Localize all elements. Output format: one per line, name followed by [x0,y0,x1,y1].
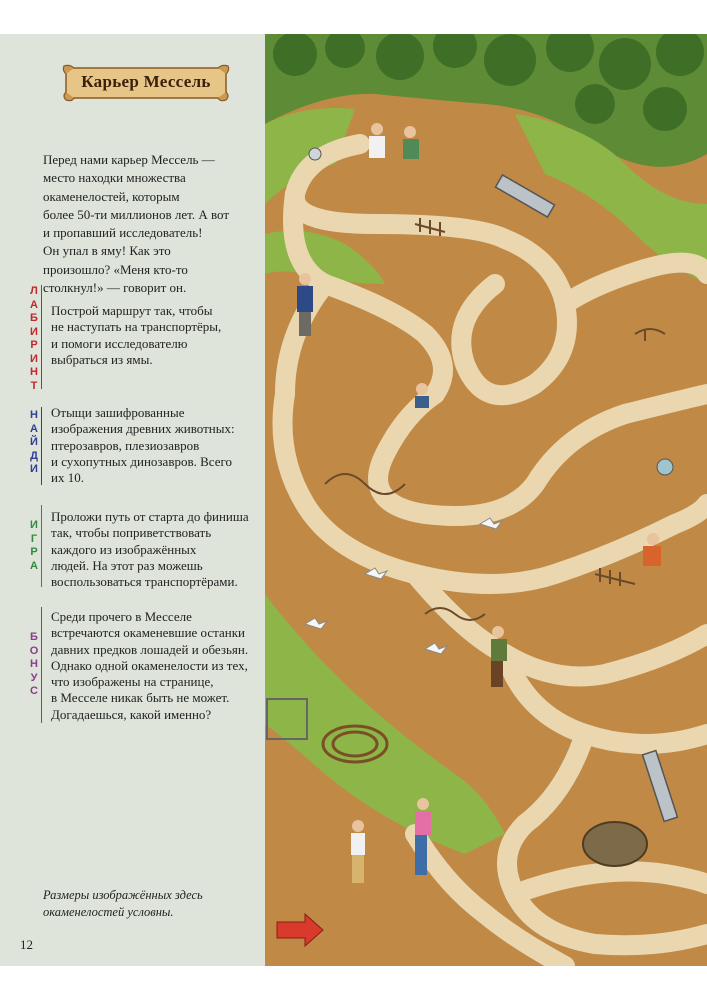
section-letters-labyrinth: Л А Б И Р И Н Т [30,285,38,392]
section-divider [41,607,42,723]
page-number: 12 [20,937,33,952]
title-scroll [62,62,230,102]
bucket-icon [309,148,321,160]
footnote: Размеры изображённых здесь окаменелостей условны. [43,888,203,919]
quarry-illustration [265,34,707,966]
intro-line: Он упал в яму! Как это [43,243,171,259]
section-divider [41,505,42,587]
section-text-find: Отыщи зашифрованные изображения древних животных: птерозавров, плезиозавров и сухопутных динозавров. Всего их 10. [51,405,235,486]
section-letters-game: И Г Р А [30,519,38,572]
section-divider [41,407,42,485]
page-title: Карьер Мессель [81,72,211,91]
intro-text [43,151,258,297]
intro-line: Перед нами карьер Мессель — [43,152,215,167]
section-text-labyrinth: Построй маршрут так, чтобы не наступать на транспортёры, и помоги исследователю выбраться из ямы. [51,303,222,367]
bucket-icon [657,459,673,475]
section-letters-find: Н А Й Д И [30,409,38,475]
intro-line: окаменелостей, которым [43,188,180,204]
intro-line: более 50-ти миллионов лет. А вот [43,206,230,222]
intro-line: место находки множества [43,170,186,186]
intro-line: и пропавший исследователь! [43,225,203,241]
intro-line: произошло? «Меня кто-то [43,261,188,277]
maze-map [265,34,707,966]
turtle-fossil [583,822,647,866]
intro-line: столкнул!» — говорит он. [43,280,187,296]
section-letters-bonus: Б О Н У С [29,631,39,697]
section-text-game: Проложи путь от старта до финиша так, чтобы поприветствовать каждого из изображённых людей. На этот раз можешь воспользоваться транспортёрами. [51,509,249,590]
section-text-bonus: Среди прочего в Месселе встречаются окаменевшие останки давних предков лошадей и обезьян. Однако одной окаменелости из тех, что изображены на странице, в Месселе никак быть не может. Догадаешься, какой именно? [51,609,249,722]
section-divider [41,285,42,389]
